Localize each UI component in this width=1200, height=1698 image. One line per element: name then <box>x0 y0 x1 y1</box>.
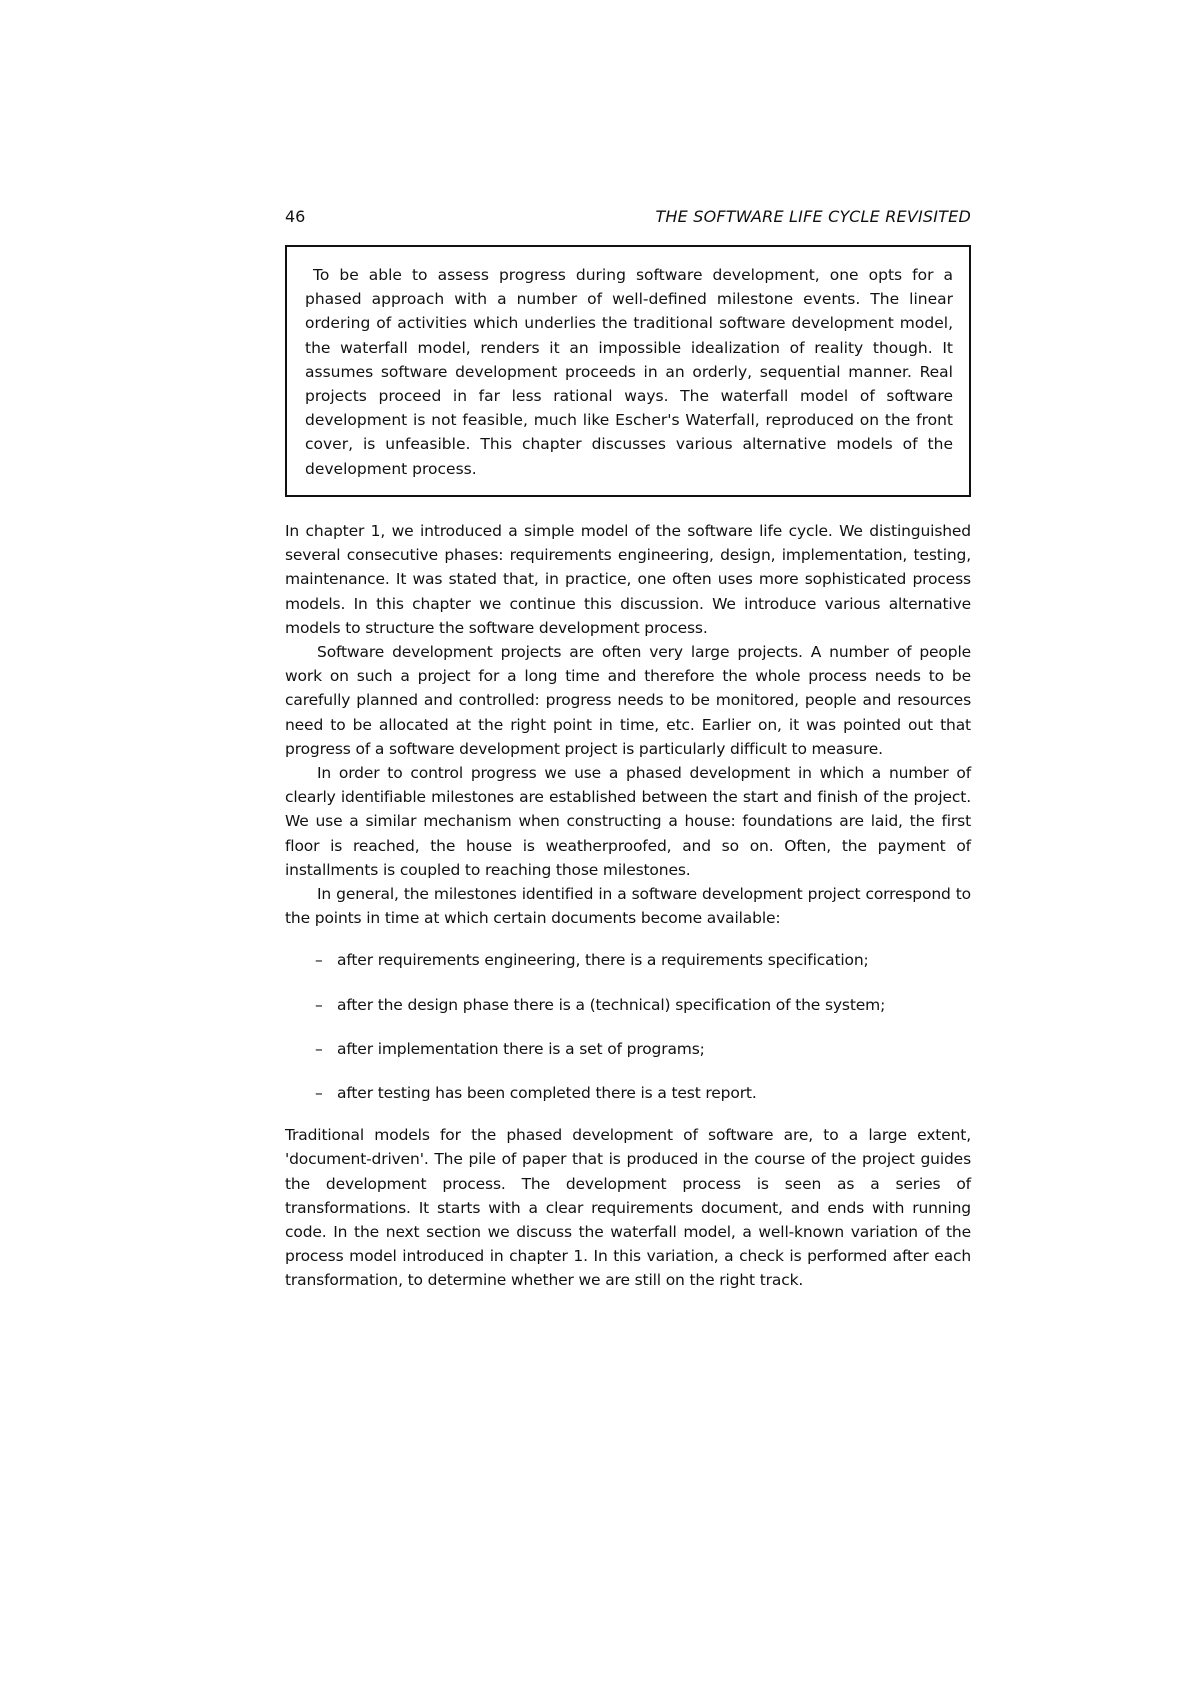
running-title: THE SOFTWARE LIFE CYCLE REVISITED <box>655 207 971 226</box>
dash-bullet: – <box>315 1039 323 1058</box>
paragraph: In general, the milestones identified in a software development project correspond to the points in time at which certain documents become available: <box>285 885 971 928</box>
paragraph: Traditional models for the phased development of software are, to a large extent, 'document-driven'. The pile of paper that is produced in the course of the project guides the development process. The development process is seen as a series of transformations. It starts with a clear requirements document, and ends with running code. In the next section we discuss the waterfall model, a well-known variation of the process model introduced in chapter 1. In this variation, a check is performed after each transformation, to determine whether we are still on the right track. <box>285 1126 971 1290</box>
list-item <box>285 1037 971 1061</box>
list-item <box>285 993 971 1017</box>
paragraph: In order to control progress we use a phased development in which a number of clearly identifiable milestones are established between the start and finish of the project. We use a similar mechanism when constructing a house: foundations are laid, the first floor is reached, the house is weatherproofed, and so on. Often, the payment of installments is coupled to reaching those milestones. <box>285 764 971 879</box>
list-item-text: after testing has been completed there is a test report. <box>337 1084 757 1103</box>
body-text <box>285 519 971 1293</box>
list-item <box>285 948 971 972</box>
list-item <box>285 1081 971 1105</box>
list-item-text: after the design phase there is a (technical) specification of the system; <box>337 995 886 1014</box>
dash-bullet: – <box>315 995 323 1014</box>
chapter-abstract-box <box>285 245 971 497</box>
paragraph: In chapter 1, we introduced a simple model of the software life cycle. We distinguished several consecutive phases: requirements engineering, design, implementation, testing, maintenance. It was stated that, in practice, one often uses more sophisticated process models. In this chapter we continue this discussion. We introduce various alternative models to structure the software development process. <box>285 522 971 637</box>
milestone-list <box>285 948 971 1105</box>
page-number: 46 <box>285 207 306 226</box>
dash-bullet: – <box>315 1084 323 1103</box>
paragraph: Software development projects are often very large projects. A number of people work on such a project for a long time and therefore the whole process needs to be carefully planned and controlled: progress needs to be monitored, people and resources need to be allocated at the right point in time, etc. Earlier on, it was pointed out that progress of a software development project is particularly difficult to measure. <box>285 643 971 758</box>
list-item-text: after requirements engineering, there is a requirements specification; <box>337 951 869 970</box>
dash-bullet: – <box>315 951 323 970</box>
abstract-text: To be able to assess progress during software development, one opts for a phased approach with a number of well-defined milestone events. The linear ordering of activities which underlies the traditional software development model, the waterfall model, renders it an impossible idealization of reality though. It assumes software development proceeds in an orderly, sequential manner. Real projects proceed in far less rational ways. The waterfall model of software development is not feasible, much like Escher's Waterfall, reproduced on the front cover, is unfeasible. This chapter discusses various alternative models of the development process. <box>305 266 953 478</box>
list-item-text: after implementation there is a set of programs; <box>337 1039 705 1058</box>
